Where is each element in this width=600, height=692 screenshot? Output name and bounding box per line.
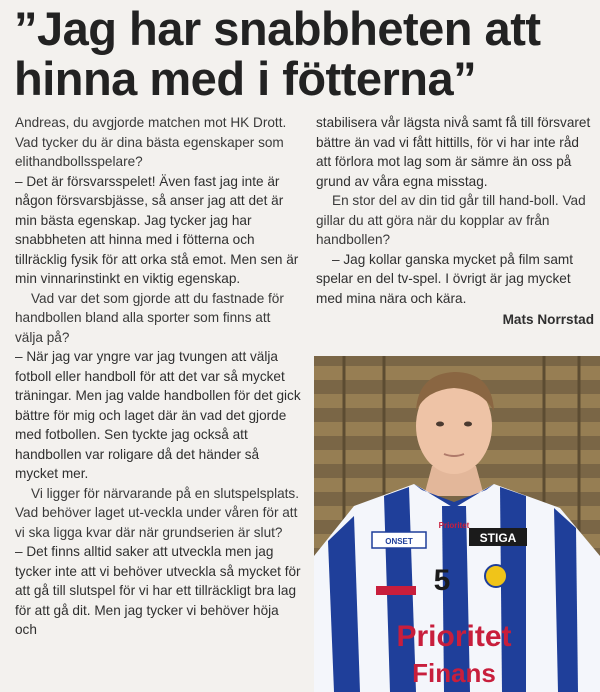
club-crest-icon xyxy=(485,565,507,587)
interview-answer: stabilisera vår lägsta nivå samt få till försvaret bättre än vad vi fått hittills, för vi har inte råd att förlora mot lag som är sämre än oss på grund av våra egna misstag. xyxy=(316,115,591,189)
interview-answer: – Det är försvarsspelet! Även fast jag inte är någon försvarsbjässe, så anser jag att det är min bästa egenskap. Jag tycker jag har snabbheten att hinna med i fötterna och tillräcklig fysik för att orka stå emot. Men sen är min vinnarinstinkt en viktig egenskap. xyxy=(15,173,299,286)
interview-question: Vad var det som gjorde att du fastnade för handbollen bland alla sporter som finns att välja på? xyxy=(15,290,284,345)
article-column-left xyxy=(15,113,302,640)
jersey-number: 5 xyxy=(433,564,451,597)
sponsor-stiga: STIGA xyxy=(479,531,517,545)
sponsor-onset-logo: ONSET xyxy=(385,537,413,546)
sponsor-sub: Finans xyxy=(412,658,496,688)
interview-answer: – Det finns alltid saker att utveckla men jag tycker inte att vi behöver utveckla så mycket för att gå till slutspel för vi har ett tillräckligt bra lag för att gå dit. Men jag tycker vi behöver höja och xyxy=(15,544,301,637)
interview-question: En stor del av din tid går till hand-boll. Vad gillar du att göra när du kopplar av från handbollen? xyxy=(316,193,586,247)
interview-question: Andreas, du avgjorde matchen mot HK Drott. Vad tycker du är dina bästa egenskaper som elithandbollsspelare? xyxy=(15,115,287,169)
player-photo xyxy=(314,356,600,692)
sponsor-chest: Prioritet xyxy=(438,521,470,530)
article-headline: ”Jag har snabbheten att hinna med i fötterna” xyxy=(14,2,541,105)
byline: Mats Norrstad xyxy=(502,312,594,327)
sponsor-main: Prioritet xyxy=(396,620,512,653)
interview-answer: – När jag var yngre var jag tvungen att välja fotboll eller handboll för att det var så mycket träningar. Men jag valde handbollen för det gick bättre för mig och laget där än vad det gjorde med fotbollen. Sen tyckte jag också att handbollen var roligare då det händer så mycket mer. xyxy=(15,349,301,481)
article-column-right xyxy=(316,113,594,330)
interview-question: Vi ligger för närvarande på en slutspelsplats. Vad behöver laget ut-veckla under våren för att vi ska ligga kvar där när grundserien är slut? xyxy=(15,485,300,540)
interview-answer: – Jag kollar ganska mycket på film samt spelar en del tv-spel. I övrigt är jag mycket med mina nära och kära. xyxy=(316,251,574,306)
